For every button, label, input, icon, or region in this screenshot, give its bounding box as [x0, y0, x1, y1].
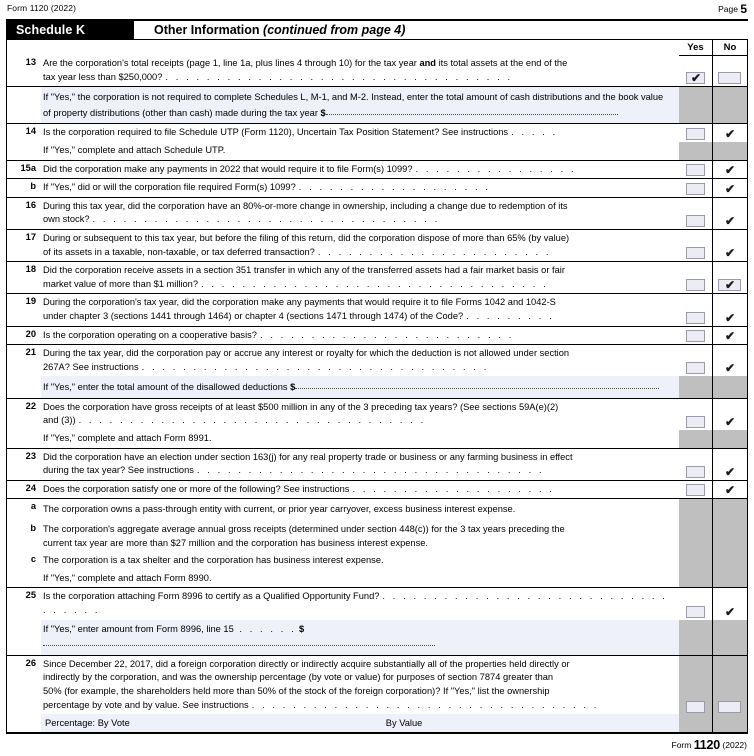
leader-dots: . . . . . . . . . . . . . . . . . . . . . . . . . . . . . . . . . . [43, 591, 668, 615]
leader-dots: . . . . . . . . . . . . . . . . . . . . . . . . . [259, 329, 514, 340]
table-row [7, 345, 747, 376]
question-line: 267A? See instructions [43, 361, 139, 372]
question-text [41, 399, 679, 430]
blocked-cell-yes [679, 620, 713, 655]
question-line: indirectly by the corporation, and was the ownership percentage (by vote or value) for purposes of section 7874 greater than [43, 672, 554, 683]
question-text [41, 521, 679, 552]
checkbox-yes[interactable] [679, 449, 713, 480]
question-line: The corporation's aggregate average annual gross receipts (determined under section 448(c)) for the 3 tax years preceding the [43, 524, 565, 535]
dollar-sign: $ [298, 623, 305, 634]
yes-no-cells [679, 124, 747, 142]
yes-no-cells [679, 620, 747, 655]
check-icon: ✔ [724, 329, 736, 344]
question-line: tax year less than $250,000? [43, 71, 163, 82]
line-number [7, 430, 41, 448]
column-header-no: No [723, 42, 737, 53]
table-row [7, 161, 747, 180]
line-number [7, 714, 41, 732]
checkbox-yes[interactable] [679, 262, 713, 293]
checkbox-yes[interactable] [679, 345, 713, 376]
yes-no-cells [679, 142, 747, 160]
blocked-cell-yes [679, 142, 713, 160]
check-icon: ✔ [724, 181, 736, 196]
check-icon: ✔ [724, 361, 736, 376]
checkbox-yes[interactable] [679, 294, 713, 325]
question-text [41, 481, 679, 499]
question-text [41, 588, 679, 619]
question-emphasis: and [419, 58, 436, 68]
yes-no-cells [679, 714, 747, 732]
blocked-cell-no [713, 521, 747, 552]
checkbox-yes[interactable] [679, 588, 713, 619]
leader-dots: . . . . . . . . . . . . . . . . . . . . . . . . . . . . . . . . . . [141, 361, 489, 372]
question-line: Did the corporation make any payments in 2022 that would require it to file Form(s) 1099? [43, 163, 413, 174]
leader-dots: . . . . . . . . . . . . . . . . . . . . . . . . . . . . . . . . . . [201, 278, 549, 289]
line-number: 15a [20, 162, 36, 173]
instruction-line: If "Yes," enter the total amount of the disallowed deductions [43, 382, 291, 393]
schedule-title-text: Other Information [154, 23, 260, 37]
checkbox-yes[interactable] [679, 230, 713, 261]
line-number: 22 [25, 400, 36, 411]
line-number: b [30, 523, 36, 534]
question-line: Is the corporation operating on a cooperative basis? [43, 329, 257, 340]
leader-dots: . . . . . . . . . . . . . . . . . . . . . . . . . . . . . . . . . . [92, 214, 440, 225]
question-text [41, 161, 679, 179]
line-number [7, 87, 41, 123]
yes-no-cells [679, 499, 747, 521]
page-header [0, 0, 754, 19]
yes-no-cells [679, 262, 747, 293]
yes-no-cells [679, 87, 747, 123]
checkbox-no[interactable] [713, 55, 747, 86]
check-icon: ✔ [724, 310, 736, 325]
table-row [7, 430, 747, 449]
question-line: percentage by vote and by value. See instructions [43, 699, 249, 710]
question-text [41, 230, 679, 261]
line-number: 17 [25, 231, 36, 242]
yes-no-cells [679, 55, 747, 86]
checkbox-yes[interactable] [679, 161, 713, 179]
instruction-line: If "Yes," complete and attach Schedule UTP. [43, 144, 226, 155]
question-line: own stock? [43, 214, 90, 225]
instruction-text [41, 376, 679, 398]
footer-form-number: 1120 [693, 738, 721, 753]
line-number: a [30, 501, 36, 512]
schedule-title [154, 22, 405, 39]
instruction-line: If "Yes," complete and attach Form 8990. [43, 572, 212, 583]
checkbox-no[interactable] [713, 198, 747, 229]
line-number: 23 [25, 450, 36, 461]
checkbox-no[interactable] [713, 449, 747, 480]
checkbox-no[interactable] [713, 588, 747, 619]
question-text [41, 55, 679, 86]
table-row [7, 87, 747, 124]
leader-dots: . . . . . . . . . . . . . . . . . . . . . . . [317, 246, 552, 257]
question-text [41, 449, 679, 480]
page-number: 5 [740, 2, 747, 16]
question-line: Since December 22, 2017, did a foreign corporation directly or indirectly acquire substantially all of the properties held directly or [43, 658, 570, 669]
line-number: 21 [25, 347, 36, 358]
dollar-sign: $ [320, 107, 326, 118]
checkbox-yes[interactable] [679, 124, 713, 142]
question-line: During the tax year, did the corporation pay or accrue any interest or royalty for which the deduction is not allowed under section [43, 348, 570, 359]
yes-no-cells [679, 430, 747, 448]
table-row [7, 376, 747, 399]
instruction-line: If "Yes," enter amount from Form 8996, line 15 [43, 623, 237, 634]
question-line: current tax year are more than $27 million and the corporation has business interest expense. [43, 537, 429, 548]
percentage-by-vote-label[interactable]: Percentage: By Vote [45, 718, 130, 729]
checkbox-yes[interactable] [679, 399, 713, 430]
yes-no-cells [679, 161, 747, 179]
yes-no-cells [679, 376, 747, 398]
leader-dots: . . . . . . . . . . . . . . . . . . . . [352, 483, 555, 494]
table-row [7, 399, 747, 430]
leader-dots: . . . . . . . . . . . . . . . . . . . . . . . . . . . . . . . . . . [165, 71, 513, 82]
question-line: Did the corporation have an election under section 163(j) for any real property trade or business or any farming business in effect [43, 451, 573, 462]
instruction-line: If "Yes," the corporation is not required to complete Schedules L, M-1, and M-2. Instead, enter the total amount of cash distributions and the book value of property distributions (other than cash) made during the tax year [43, 92, 664, 118]
table-row [7, 179, 747, 198]
blocked-cell-no [713, 430, 747, 448]
checkbox-no[interactable] [713, 345, 747, 376]
question-text [41, 124, 679, 142]
check-icon: ✔ [724, 464, 736, 479]
yes-no-cells [679, 345, 747, 376]
table-row [7, 588, 747, 619]
checkbox-no[interactable] [713, 327, 747, 345]
amount-input-line[interactable] [295, 379, 659, 389]
question-line-tail: its total assets at the end of the [435, 58, 568, 68]
blocked-cell-no [713, 714, 747, 732]
check-icon: ✔ [724, 213, 736, 228]
leader-dots: . . . . . . [239, 623, 297, 634]
checkbox-no[interactable] [713, 161, 747, 179]
column-header-yes: Yes [679, 40, 713, 55]
blocked-cell-yes [679, 552, 713, 570]
questions-grid [6, 40, 748, 734]
yes-no-cells [679, 179, 747, 197]
table-row [7, 552, 747, 570]
question-line: of its assets in a taxable, non-taxable, or tax deferred transaction? [43, 246, 315, 257]
percentage-by-value-label[interactable]: By Value [385, 718, 423, 729]
schedule-banner [6, 19, 748, 40]
question-text [41, 262, 679, 293]
leader-dots: . . . . . . . . . . . . . . . . . . . . . . . . . . . . . . . . . . [251, 699, 599, 710]
question-line: The corporation owns a pass-through entity with current, or prior year carryover, excess business interest expense. [43, 504, 516, 515]
checkbox-yes[interactable] [679, 179, 713, 197]
checkbox-no[interactable] [713, 230, 747, 261]
table-row [7, 230, 747, 262]
table-row [7, 198, 747, 230]
leader-dots: . . . . . . . . . . . . . . . . [415, 163, 577, 174]
blocked-cell-no [713, 656, 747, 714]
line-number [7, 142, 41, 160]
yes-no-cells [679, 294, 747, 325]
yes-no-cells [679, 656, 747, 714]
yes-no-header [679, 40, 747, 56]
checkbox-no[interactable] [713, 399, 747, 430]
question-line: Does the corporation satisfy one or more of the following? See instructions [43, 483, 350, 494]
table-row [7, 40, 747, 87]
blocked-cell-yes [679, 521, 713, 552]
page-footer [6, 734, 748, 756]
yes-no-cells [679, 588, 747, 619]
page-word: Page [718, 4, 738, 14]
checkbox-yes[interactable] [679, 55, 713, 86]
table-row [7, 124, 747, 142]
blocked-cell-yes [679, 499, 713, 521]
question-line: 50% (for example, the shareholders held more than 50% of the stock of the foreign corporation)? If "Yes," list the ownership [43, 685, 550, 696]
line-number: 18 [25, 264, 36, 275]
line-number: 14 [25, 126, 36, 137]
instruction-text [41, 620, 679, 655]
yes-no-cells [679, 521, 747, 552]
table-row [7, 449, 747, 481]
yes-no-cells [679, 327, 747, 345]
question-line: market value of more than $1 million? [43, 278, 199, 289]
line-number: 24 [25, 482, 36, 493]
instruction-line: If "Yes," complete and attach Form 8991. [43, 433, 212, 444]
line-number [7, 570, 41, 588]
leader-dots: . . . . . . . . . [466, 310, 555, 321]
question-text [41, 179, 679, 197]
blocked-cell-yes [679, 570, 713, 588]
checkbox-yes[interactable] [679, 327, 713, 345]
form-identifier: Form 1120 (2022) [7, 3, 77, 13]
yes-no-cells [679, 449, 747, 480]
instruction-text [41, 430, 679, 448]
check-icon: ✔ [724, 604, 736, 619]
question-text [41, 345, 679, 376]
checkbox-no[interactable] [713, 179, 747, 197]
blocked-cell-no [713, 570, 747, 588]
leader-dots: . . . . . . . . . . . . . . . . . . . [298, 182, 491, 193]
blocked-cell-no [713, 87, 747, 123]
question-line: Are the corporation's total receipts (page 1, line 1a, plus lines 4 through 10) for the tax year [43, 58, 420, 68]
table-row [7, 142, 747, 161]
checkbox-no[interactable] [713, 124, 747, 142]
table-row [7, 521, 747, 552]
amount-input-line[interactable] [43, 636, 435, 646]
line-number [7, 620, 41, 655]
leader-dots: . . . . . . . . . . . . . . . . . . . . . . . . . . . . . . . . . . [78, 415, 426, 426]
leader-dots: . . . . . . . . . . . . . . . . . . . . . . . . . . . . . . . . . . [196, 465, 545, 476]
instruction-text [41, 142, 679, 160]
check-icon: ✔ [690, 71, 702, 86]
question-text [41, 656, 679, 714]
footer-year: (2022) [722, 740, 747, 751]
checkbox-yes[interactable] [679, 198, 713, 229]
blocked-cell-no [713, 376, 747, 398]
amount-input-line[interactable] [326, 105, 618, 115]
blocked-cell-yes [679, 714, 713, 732]
yes-no-cells [679, 552, 747, 570]
line-number: b [30, 181, 36, 192]
footer-prefix: Form [671, 740, 692, 751]
percentage-row [7, 714, 747, 732]
blocked-cell-yes [679, 656, 713, 714]
yes-no-cells [679, 198, 747, 229]
blocked-cell-yes [679, 376, 713, 398]
table-row [7, 656, 747, 714]
question-line: During this tax year, did the corporation have an 80%-or-more change in ownership, including a change due to redemption of its [43, 200, 568, 211]
line-number: 19 [25, 296, 36, 307]
line-number: 13 [25, 57, 36, 67]
blocked-cell-yes [679, 430, 713, 448]
yes-no-cells [679, 570, 747, 588]
schedule-title-continued: (continued from page 4) [263, 23, 406, 37]
yes-no-cells [679, 399, 747, 430]
check-icon: ✔ [724, 126, 736, 141]
line-number: 26 [25, 657, 36, 668]
line-number: c [30, 554, 36, 565]
dollar-sign: $ [290, 382, 296, 393]
yes-no-cells [679, 230, 747, 261]
table-row [7, 327, 747, 346]
question-line: During or subsequent to this tax year, but before the filing of this return, did the corporation dispose of more than 65% (by value) [43, 232, 570, 243]
page-number-label [718, 2, 747, 16]
table-row [7, 481, 747, 500]
question-text [41, 327, 679, 345]
instruction-text [41, 87, 679, 123]
blocked-cell-no [713, 620, 747, 655]
question-line: during the tax year? See instructions [43, 465, 194, 476]
question-line: Is the corporation attaching Form 8996 to certify as a Qualified Opportunity Fund? [43, 591, 380, 602]
checkbox-no[interactable] [713, 481, 747, 499]
question-line: Does the corporation have gross receipts of at least $500 million in any of the 3 preceding tax years? (See sections 59A(e)(2) [43, 401, 559, 412]
blocked-cell-no [713, 499, 747, 521]
line-number [7, 376, 41, 398]
instruction-text [41, 570, 679, 588]
table-row [7, 262, 747, 294]
question-text [41, 552, 679, 570]
check-icon: ✔ [724, 483, 736, 498]
question-line: The corporation is a tax shelter and the corporation has business interest expense. [43, 555, 384, 566]
question-text [41, 198, 679, 229]
line-number: 16 [25, 199, 36, 210]
question-line: Is the corporation required to file Schedule UTP (Form 1120), Uncertain Tax Position Statement? See instructions [43, 127, 509, 138]
leader-dots: . . . . . [511, 127, 558, 138]
yes-no-cells [679, 481, 747, 499]
question-text [41, 294, 679, 325]
check-icon: ✔ [724, 246, 736, 261]
check-icon: ✔ [724, 415, 736, 430]
table-row [7, 570, 747, 589]
table-row [7, 294, 747, 326]
line-number: 25 [25, 590, 36, 601]
blocked-cell-no [713, 142, 747, 160]
checkbox-yes[interactable] [679, 481, 713, 499]
check-icon: ✔ [724, 278, 736, 293]
footer-form-label [672, 738, 748, 752]
question-line: During the corporation's tax year, did the corporation make any payments that would require it to file Forms 1042 and 1042-S [43, 297, 556, 308]
question-line: under chapter 3 (sections 1441 through 1464) or chapter 4 (sections 1471 through 1474) of the Code? [43, 310, 464, 321]
question-line: If "Yes," did or will the corporation file required Form(s) 1099? [43, 182, 296, 193]
checkbox-no[interactable] [713, 294, 747, 325]
schedule-tag: Schedule K [6, 21, 134, 39]
table-row [7, 499, 747, 521]
question-text [41, 499, 679, 521]
table-row [7, 620, 747, 656]
checkbox-no[interactable] [713, 262, 747, 293]
line-number: 20 [25, 328, 36, 339]
question-line: Did the corporation receive assets in a section 351 transfer in which any of the transferred assets had a fair market basis or fair [43, 265, 565, 276]
check-icon: ✔ [724, 163, 736, 178]
blocked-cell-no [713, 552, 747, 570]
question-line: and (3)) [43, 415, 76, 426]
percentage-fields [41, 714, 679, 732]
blocked-cell-yes [679, 87, 713, 123]
